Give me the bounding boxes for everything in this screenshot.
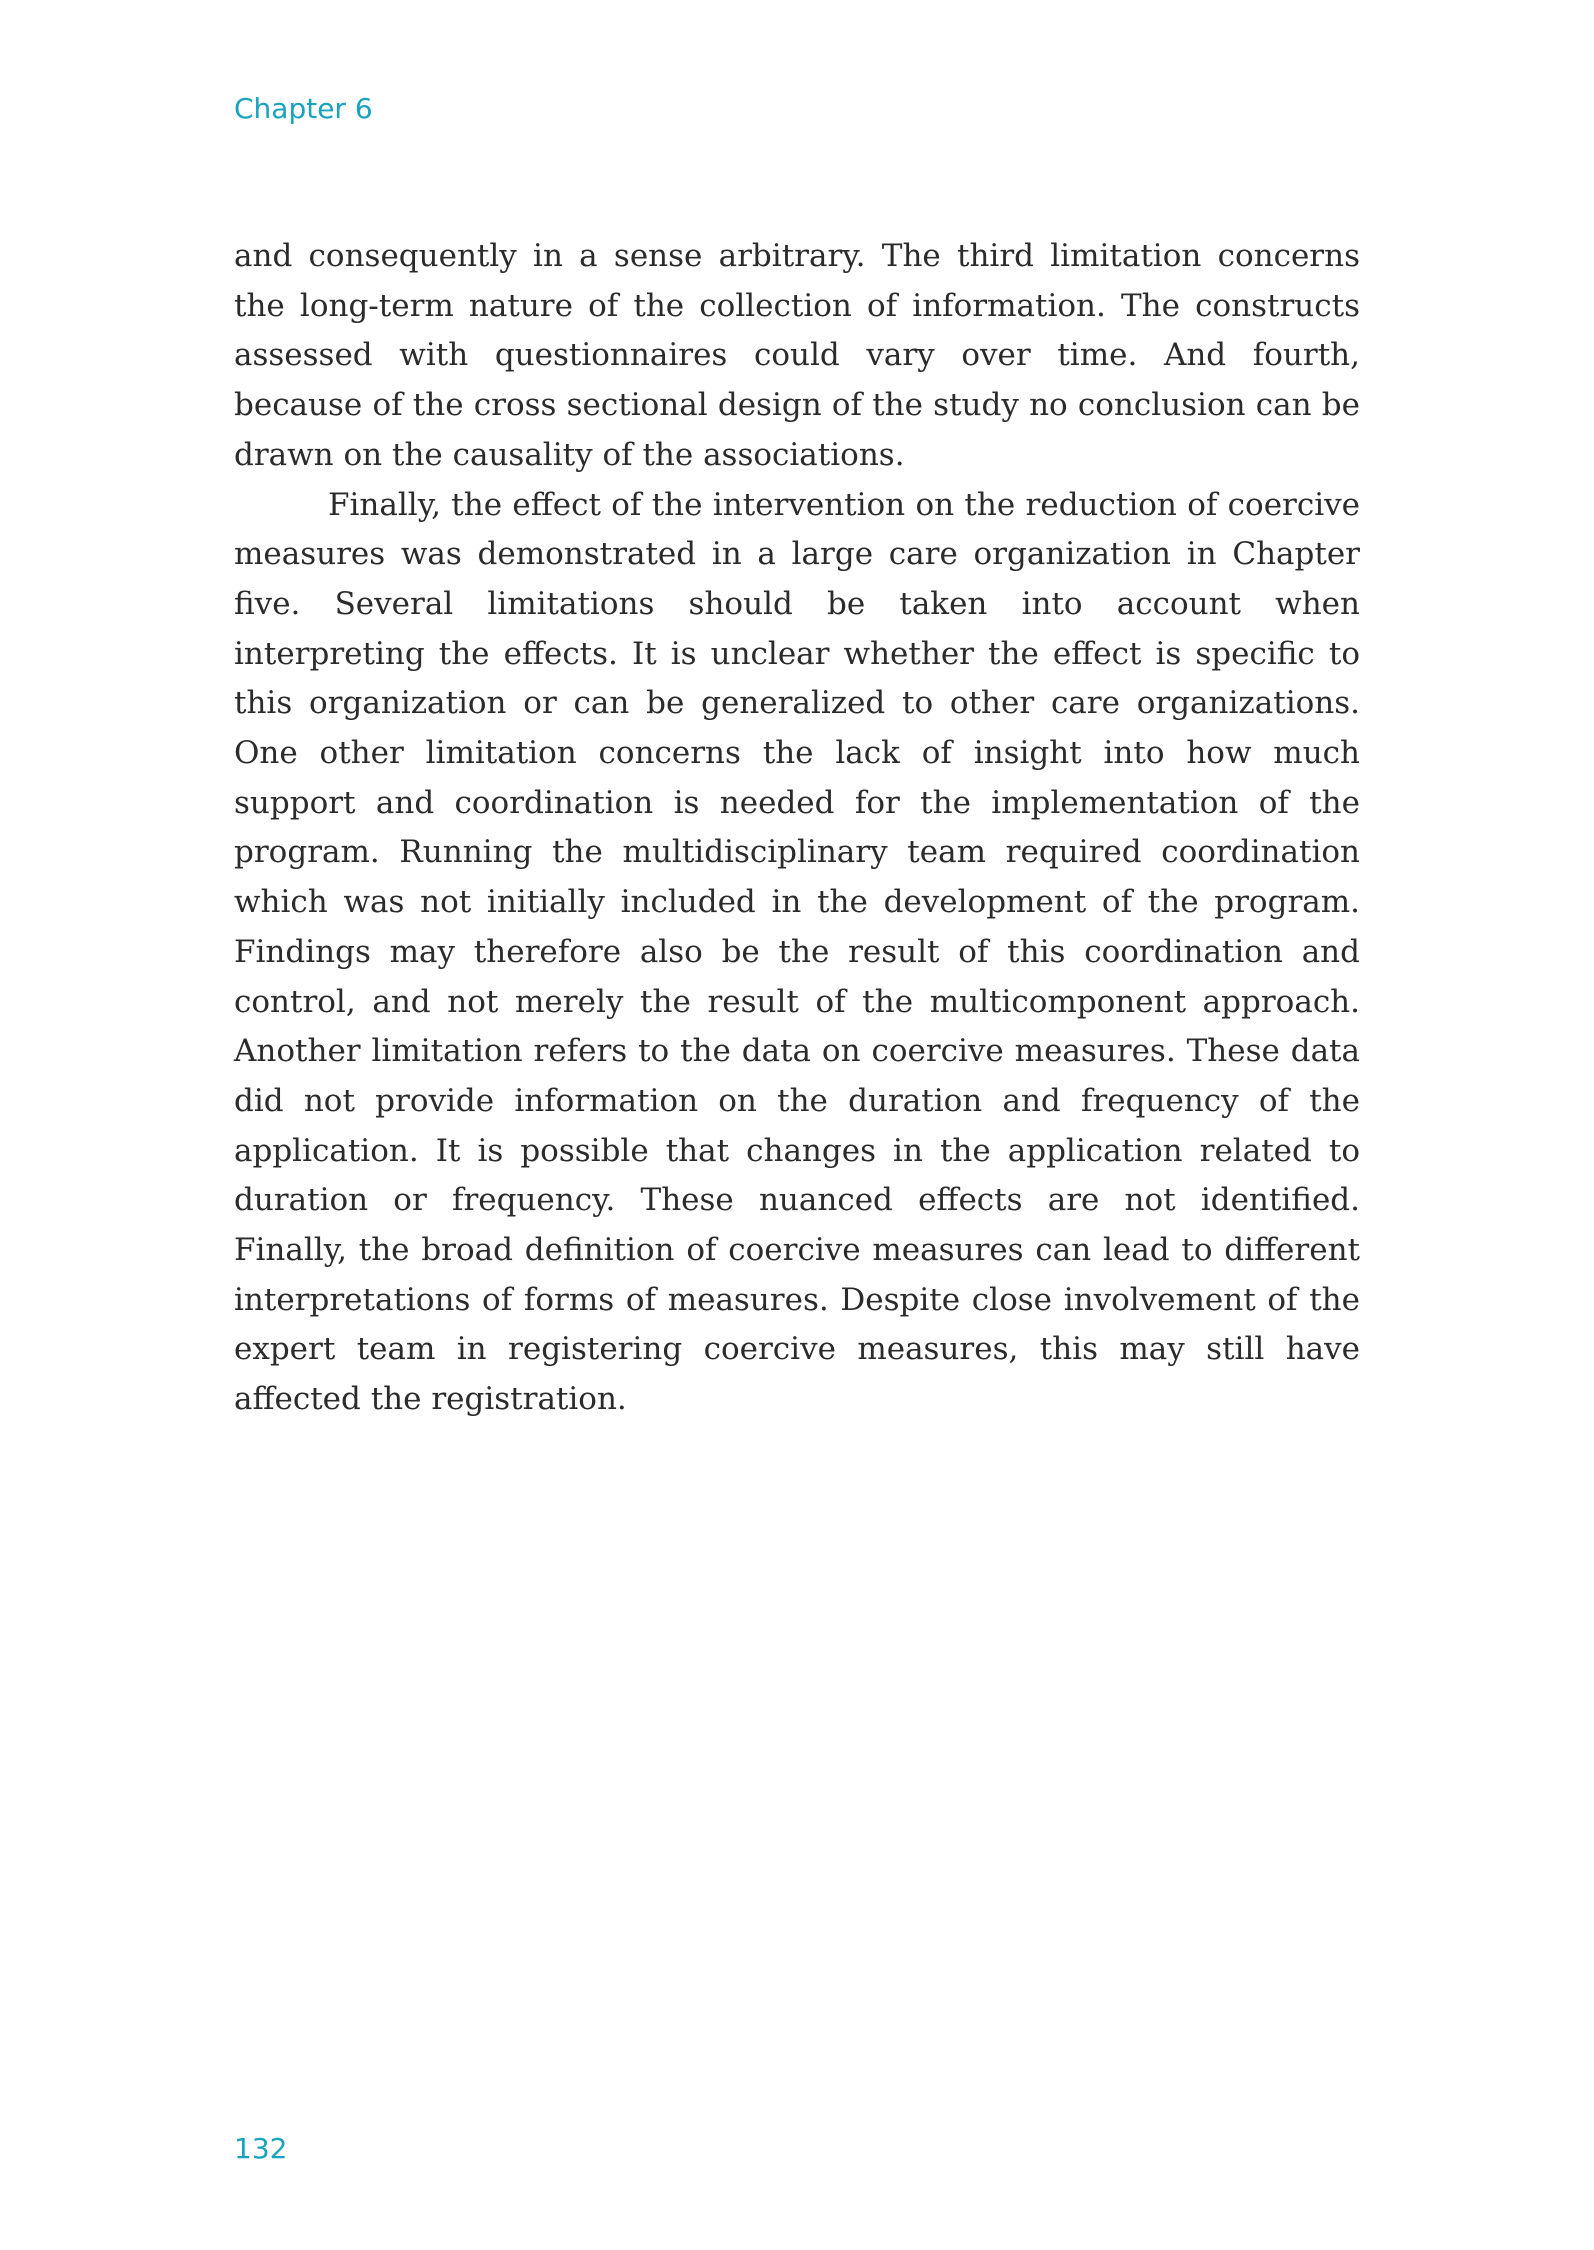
paragraph-continued: and consequently in a sense arbitrary. The third limitation concerns the long-term nature of the collection of information. The constructs assessed with questionnaires could vary over time. And fourth, because of the cross sectional design of the study no conclusion can be drawn on the causality of the associations. [234,238,1360,473]
running-header-chapter: Chapter 6 [234,92,373,125]
body-text [234,232,1360,1425]
paragraph-limitations-chapter-five: Finally, the effect of the intervention on the reduction of coercive measures was demonstrated in a large care organization in Chapter five. Several limitations should be taken into account when interpreting the effects. It is unclear whether the effect is specific to this organization or can be generalized to other care organizations. One other limitation concerns the lack of insight into how much support and coordination is needed for the implementation of the program. Running the multidisciplinary team required coordination which was not initially included in the development of the program. Findings may therefore also be the result of this coordination and control, and not merely the result of the multicomponent approach. Another limitation refers to the data on coercive measures. These data did not provide information on the duration and frequency of the application. It is possible that changes in the application related to duration or frequency. These nuanced effects are not identified. Finally, the broad definition of coercive measures can lead to different interpretations of forms of measures. Despite close involvement of the expert team in registering coercive measures, this may still have affected the registration. [234,486,1360,1418]
page-number: 132 [234,2132,288,2165]
